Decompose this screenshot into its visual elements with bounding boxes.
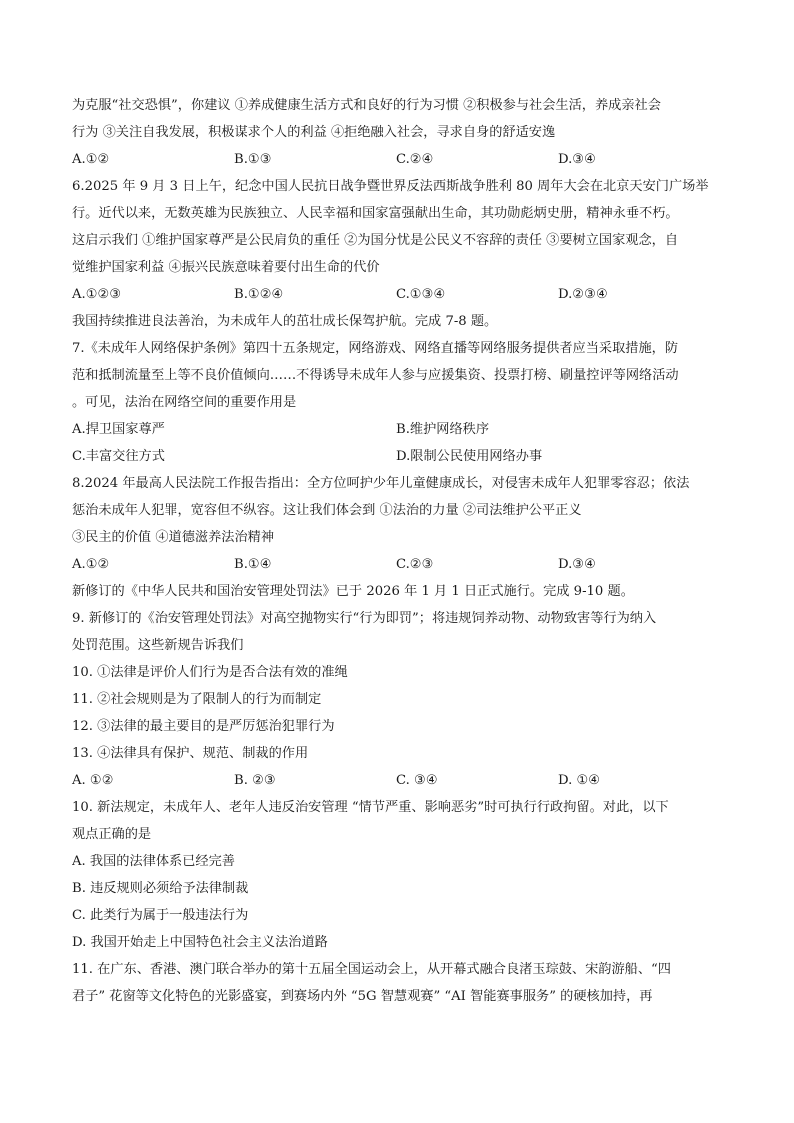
question-7-line: 。可见，法治在网络空间的重要作用是: [72, 395, 297, 410]
group-9-10-intro: 新修订的《中华人民共和国治安管理处罚法》已于 2026 年 1 月 1 日正式施行。完成 9-10 题。: [72, 584, 634, 599]
option-a: A.①②: [72, 557, 110, 572]
option-d: D.③④: [558, 557, 596, 572]
exam-page: [72, 92, 722, 1010]
question-6-options: [72, 281, 722, 308]
question-9-item: 11. ②社会规则是为了限制人的行为而制定: [72, 692, 322, 707]
option-b: B.①②④: [234, 287, 284, 302]
question-6-line: 行。近代以来，无数英雄为民族独立、人民幸福和国家富强献出生命，其功勋彪炳史册，精神永垂不朽。: [72, 206, 679, 221]
question-9-item: 10. ①法律是评价人们行为是否合法有效的准绳: [72, 665, 348, 680]
option-c: C.①③④: [396, 287, 446, 302]
question-8-line: 8.2024 年最高人民法院工作报告指出：全方位呵护少年儿童健康成长，对侵害未成年人犯罪零容忍；依法: [72, 476, 690, 491]
question-9-line: 处罚范围。这些新规告诉我们: [72, 638, 244, 653]
option-a: A.①②: [72, 152, 110, 167]
option-d: D.②③④: [558, 287, 608, 302]
question-6-line: 这启示我们 ①维护国家尊严是公民肩负的重任 ②为国分忧是公民义不容辞的责任 ③要树立国家观念，自: [72, 233, 679, 248]
option-b: B. 违反规则必须给予法律制裁: [72, 881, 249, 896]
question-6-line: 觉维护国家利益 ④振兴民族意味着要付出生命的代价: [72, 260, 380, 275]
option-c: C.②③: [396, 557, 434, 572]
option-a: A.捍卫国家尊严: [72, 422, 165, 437]
question-9-item: 13. ④法律具有保护、规范、制裁的作用: [72, 746, 309, 761]
option-b: B.①③: [234, 152, 272, 167]
question-10-line: 观点正确的是: [72, 827, 152, 842]
option-c: C.②④: [396, 152, 434, 167]
option-c: C.丰富交往方式: [72, 449, 165, 464]
question-7-options: [72, 443, 722, 470]
group-7-8-intro: 我国持续推进良法善治，为未成年人的茁壮成长保驾护航。完成 7-8 题。: [72, 314, 498, 329]
option-d: D.限制公民使用网络办事: [396, 449, 543, 464]
option-a: A.①②③: [72, 287, 122, 302]
question-5-line: 行为 ③关注自我发展，积极谋求个人的利益 ④拒绝融入社会，寻求自身的舒适安逸: [72, 125, 556, 140]
option-d: D. 我国开始走上中国特色社会主义法治道路: [72, 935, 328, 950]
option-c: C. ③④: [396, 773, 438, 788]
question-8-options: [72, 551, 722, 578]
question-7-line: 7.《未成年人网络保护条例》第四十五条规定，网络游戏、网络直播等网络服务提供者应当采取措施，防: [72, 341, 679, 356]
option-c: C. 此类行为属于一般违法行为: [72, 908, 249, 923]
option-b: B. ②③: [234, 773, 276, 788]
question-10-line: 10. 新法规定，未成年人、老年人违反治安管理 “情节严重、影响恶劣”时可执行行政拘留。对此，以下: [72, 800, 669, 815]
question-9-line: 9. 新修订的《治安管理处罚法》对高空抛物实行“行为即罚”；将违规饲养动物、动物致害等行为纳入: [72, 611, 657, 626]
option-a: A. 我国的法律体系已经完善: [72, 854, 235, 869]
option-a: A. ①②: [72, 773, 114, 788]
option-d: D.③④: [558, 152, 596, 167]
question-6-line: 6.2025 年 9 月 3 日上午，纪念中国人民抗日战争暨世界反法西斯战争胜利 80 周年大会在北京天安门广场举: [72, 179, 709, 194]
option-b: B.维护网络秩序: [396, 422, 490, 437]
question-11-line: 君子” 花窗等文化特色的光影盛宴，到赛场内外 “5G 智慧观赛” “AI 智能赛事服务” 的硬核加持，再: [72, 989, 653, 1004]
question-5-options: [72, 146, 722, 173]
question-11-line: 11. 在广东、香港、澳门联合举办的第十五届全国运动会上，从开幕式融合良渚玉琮鼓、宋韵游船、“四: [72, 962, 671, 977]
question-8-line: 惩治未成年人犯罪，宽容但不纵容。这让我们体会到 ①法治的力量 ②司法维护公平正义: [72, 503, 582, 518]
question-9-item: 12. ③法律的最主要目的是严厉惩治犯罪行为: [72, 719, 335, 734]
option-d: D. ①④: [558, 773, 601, 788]
option-b: B.①④: [234, 557, 272, 572]
question-7-options: [72, 416, 722, 443]
question-5-line: 为克服“社交恐惧”，你建议 ①养成健康生活方式和良好的行为习惯 ②积极参与社会生活，养成亲社会: [72, 98, 661, 113]
question-8-line: ③民主的价值 ④道德滋养法治精神: [72, 530, 275, 545]
question-7-line: 范和抵制流量至上等不良价值倾向……不得诱导未成年人参与应援集资、投票打榜、刷量控评等网络活动: [72, 368, 679, 383]
question-9-options: [72, 767, 722, 794]
